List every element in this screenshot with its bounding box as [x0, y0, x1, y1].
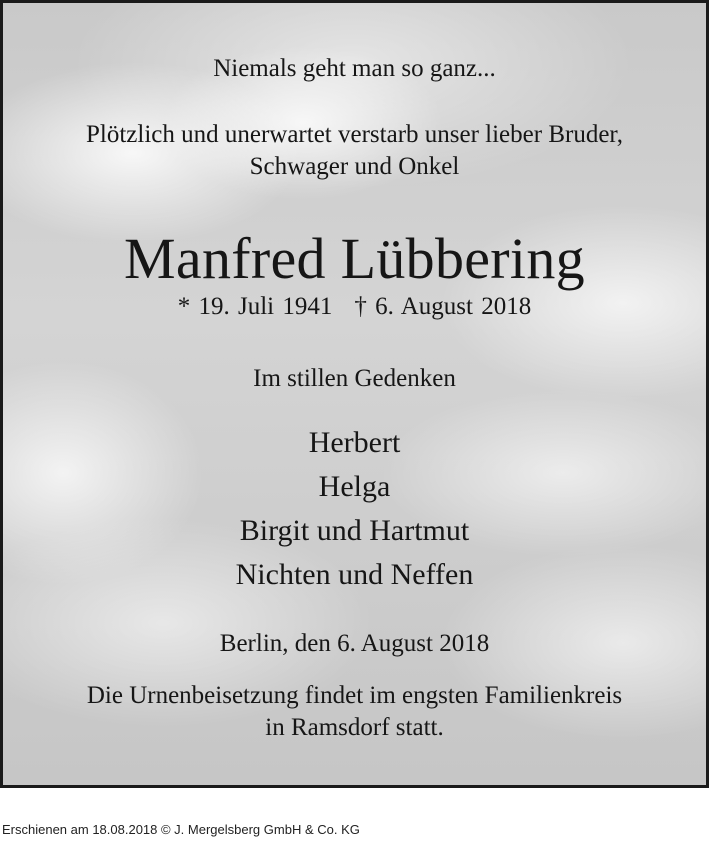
birth-date: * 19. Juli 1941 [177, 293, 333, 320]
deceased-name: Manfred Lübbering [124, 226, 585, 291]
death-date: † 6. August 2018 [354, 293, 532, 320]
publication-footer: Erschienen am 18.08.2018 © J. Mergelsberg GmbH & Co. KG [2, 822, 360, 837]
place-date: Berlin, den 6. August 2018 [219, 630, 490, 657]
death-message-line-1: Plötzlich und unerwartet verstarb unser lieber Bruder, [85, 121, 623, 148]
funeral-info-line-2: in Ramsdorf statt. [265, 714, 444, 741]
life-dates [3, 293, 706, 321]
mourning-phrase: Im stillen Gedenken [253, 365, 456, 392]
mourner-name: Birgit und Hartmut [239, 514, 470, 547]
death-message-line-2: Schwager und Onkel [249, 153, 460, 180]
mourner-name: Nichten und Neffen [235, 558, 474, 591]
intro-quote: Niemals geht man so ganz... [213, 55, 496, 82]
mourner-name: Herbert [308, 426, 401, 459]
funeral-info-line-1: Die Urnenbeisetzung findet im engsten Familienkreis [86, 682, 623, 709]
mourner-name: Helga [318, 470, 391, 503]
